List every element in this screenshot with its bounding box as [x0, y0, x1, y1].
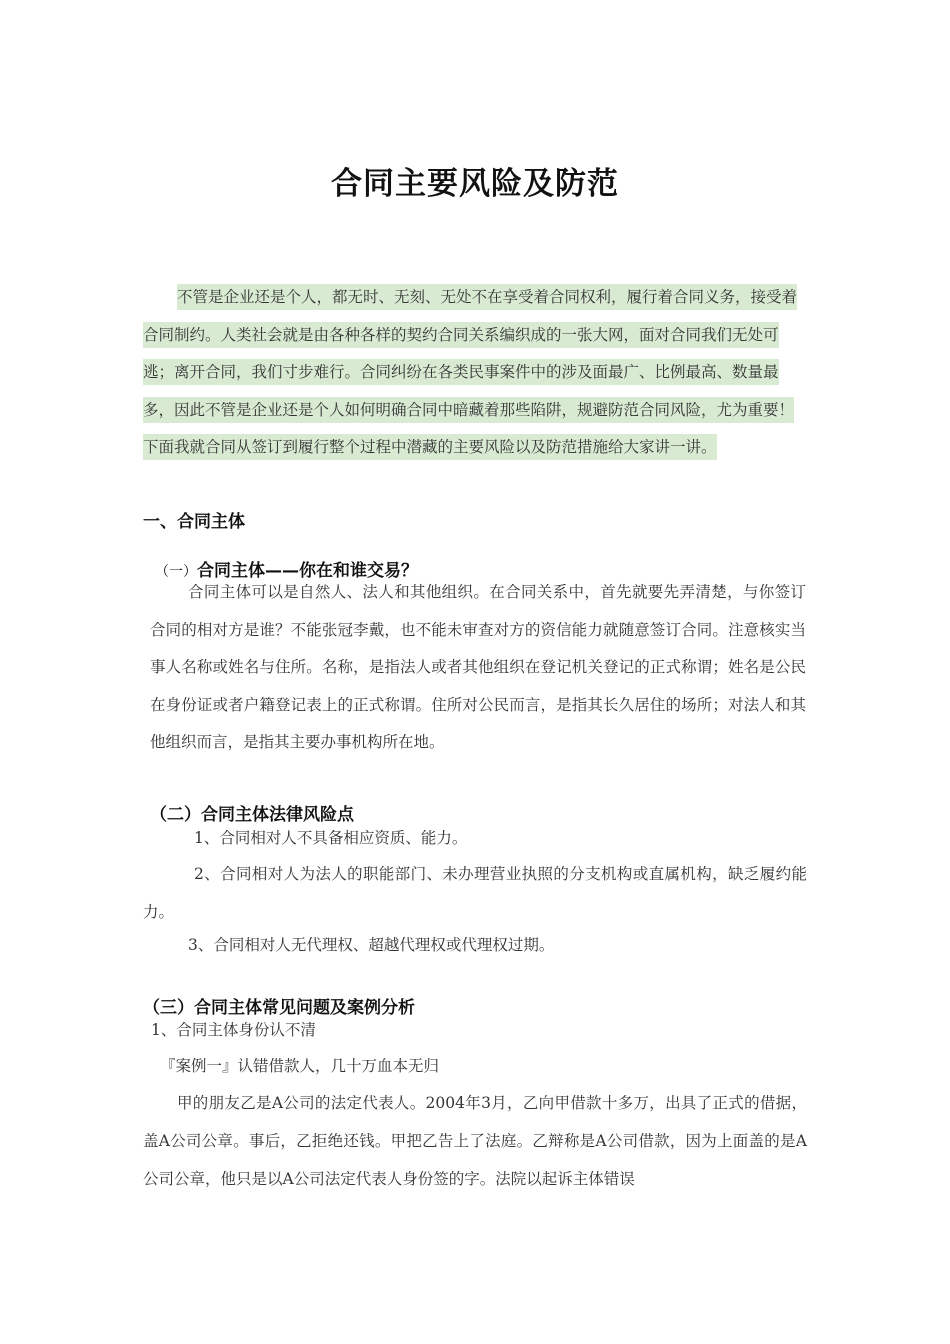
subsection-heading-3: （三）合同主体常见问题及案例分析 — [143, 998, 415, 1018]
subsection-prefix: （一） — [155, 564, 197, 580]
subject-paragraph: 合同主体可以是自然人、法人和其他组织。在合同关系中，首先就要先弄清楚，与你签订合同的相对方是谁？不能张冠李戴，也不能未审查对方的资信能力就随意签订合同。注意核实当事人名称或姓名与住所。名称，是指法人或者其他组织在登记机关登记的正式称谓；姓名是公民在身份证或者户籍登记表上的正式称谓。住所对公民而言，是指其长久居住的场所；对法人和其他组织而言，是指其主要办事机构所在地。 — [150, 583, 806, 752]
subsection-heading-2: （二）合同主体法律风险点 — [150, 805, 354, 825]
problem-item-1: 1、合同主体身份认不清 — [151, 1021, 316, 1039]
risk-item-3: 3、合同相对人无代理权、超越代理权或代理权过期。 — [188, 936, 555, 954]
highlighted-text: 不管是企业还是个人，都无时、无刻、无处不在享受着合同权利，履行着合同义务，接受着合同制约。人类社会就是由各种各样的契约合同关系编织成的一张大网，面对合同我们无处可逃；离开合同，我们寸步难行。合同纠纷在各类民事案件中的涉及面最广、比例最高、数量最多，因此不管是企业还是个人如何明确合同中暗藏着那些陷阱，规避防范合同风险，尤为重要！下面我就合同从签订到履行整个过程中潜藏的主要风险以及防范措施给大家讲一讲。 — [143, 284, 797, 460]
document-title: 合同主要风险及防范 — [331, 166, 619, 202]
section-heading: 一、合同主体 — [143, 512, 245, 532]
subsection-title: 合同主体——你在和谁交易？ — [197, 561, 418, 581]
intro-paragraph — [143, 279, 807, 467]
risk-item-2: 2、合同相对人为法人的职能部门、未办理营业执照的分支机构或直属机构，缺乏履约能力。 — [143, 865, 807, 921]
case-title: 『案例一』认错借款人，几十万血本无归 — [160, 1057, 440, 1075]
risk-item-1: 1、合同相对人不具备相应资质、能力。 — [194, 829, 468, 847]
case-paragraph: 甲的朋友乙是A公司的法定代表人。2004年3月，乙向甲借款十多万，出具了正式的借据，盖A公司公章。事后，乙拒绝还钱。甲把乙告上了法庭。乙辩称是A公司借款，因为上面盖的是A公司公章，他只是以A公司法定代表人身份签的字。法院以起诉主体错误 — [143, 1094, 807, 1188]
